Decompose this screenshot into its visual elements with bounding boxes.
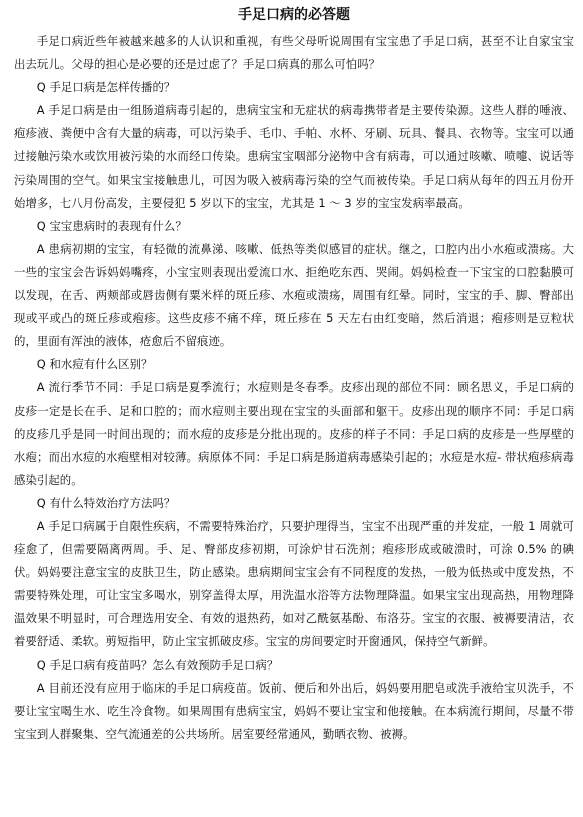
question-chickenpox-difference: Q 和水痘有什么区别？ xyxy=(36,357,153,372)
article-body xyxy=(14,30,574,746)
answer-transmission: A 手足口病是由一组肠道病毒引起的，患病宝宝和无症状的病毒携带者是主要传染源。这些人群的唾液、疱疹液、粪便中含有大量的病毒，可以污染手、毛巾、手帕、水杯、牙刷、玩具、餐具、衣物等。宝宝可以通过接触污染水或饮用被污染的水而经口传染。患病宝宝咽部分泌物中含有病毒，可以通过咳嗽、喷嚏、说话等污染周围的空气。如果宝宝接触患儿，可因为吸入被病毒污染的空气而被传染。手足口病从每年的四五月份开始增多，七八月份高发，主要侵犯 5 岁以下的宝宝，尤其是 1 ～ 3 岁的宝宝发病率最高。 xyxy=(14,103,574,210)
question-symptoms: Q 宝宝患病时的表现有什么？ xyxy=(36,218,187,233)
answer-chickenpox-difference: A 流行季节不同：手足口病是夏季流行；水痘则是冬春季。皮疹出现的部位不同：顾名思义，手足口病的皮疹一定是长在手、足和口腔的；而水痘则主要出现在宝宝的头面部和躯干。皮疹出现的顺序不同：手足口病的皮疹几乎是同一时间出现的；而水痘的皮疹是分批出现的。皮疹的样子不同：手足口病的皮疹是一些厚壁的水疱；而出水痘的水疱壁相对较薄。病原体不同：手足口病是肠道病毒感染引起的；水痘是水痘- 带状疱疹病毒感染引起的。 xyxy=(14,380,574,487)
question-transmission: Q 手足口病是怎样传播的？ xyxy=(36,80,176,95)
question-treatment: Q 有什么特效治疗方法吗？ xyxy=(36,495,176,510)
answer-treatment: A 手足口病属于自限性疾病，不需要特殊治疗，只要护理得当，宝宝不出现严重的并发症，一般 1 周就可痊愈了，但需要隔离两周。手、足、臀部皮疹初期，可涂炉甘石洗剂；疱疹形成或破溃时，可涂 0.5% 的碘伏。妈妈要注意宝宝的皮肤卫生，防止感染。患病期间宝宝会有不同程度的发热，一般为低热或中度发热，不需要特殊处理，可让宝宝多喝水，别穿盖得太厚，用洗温水浴等方法物理降温。如果宝宝出现高热，用物理降温效果不明显时，可合理选用安全、有效的退热药，如对乙酰氨基酚、布洛芬。宝宝的衣服、被褥要清洁，衣着要舒适、柔软。剪短指甲，防止宝宝抓破皮疹。宝宝的房间要定时开窗通风，保持空气新鲜。 xyxy=(14,518,574,649)
question-vaccine-prevention: Q 手足口病有疫苗吗？怎么有效预防手足口病？ xyxy=(36,657,279,672)
answer-symptoms: A 患病初期的宝宝，有轻微的流鼻涕、咳嗽、低热等类似感冒的症状。继之，口腔内出小水疱或溃疡。大一些的宝宝会告诉妈妈嘴疼，小宝宝则表现出爱流口水、拒绝吃东西、哭闹。妈妈检查一下宝宝的口腔黏膜可以发现，在舌、两颊部或唇齿侧有粟米样的斑丘疹、水疱或溃疡，周围有红晕。同时，宝宝的手、脚、臀部出现或平或凸的斑丘疹或疱疹。这些皮疹不痛不痒，斑丘疹在 5 天左右由红变暗，然后消退；疱疹则是豆粒状的，里面有浑浊的液体，疮愈后不留痕迹。 xyxy=(14,241,574,349)
article-title: 手足口病的必答题 xyxy=(238,7,350,23)
answer-vaccine-prevention: A 目前还没有应用于临床的手足口病疫苗。饭前、便后和外出后，妈妈要用肥皂或洗手液给宝贝洗手，不要让宝宝喝生水、吃生冷食物。如果周围有患病宝宝，妈妈不要让宝宝和他接触。在本病流行期间，尽量不带宝宝到人群聚集、空气流通差的公共场所。居室要经常通风，勤晒衣物、被褥。 xyxy=(14,680,574,741)
intro-paragraph: 手足口病近些年被越来越多的人认识和重视，有些父母听说周围有宝宝患了手足口病，甚至不让自家宝宝出去玩儿。父母的担心是必要的还是过虑了？手足口病真的那么可怕吗？ xyxy=(14,34,574,72)
